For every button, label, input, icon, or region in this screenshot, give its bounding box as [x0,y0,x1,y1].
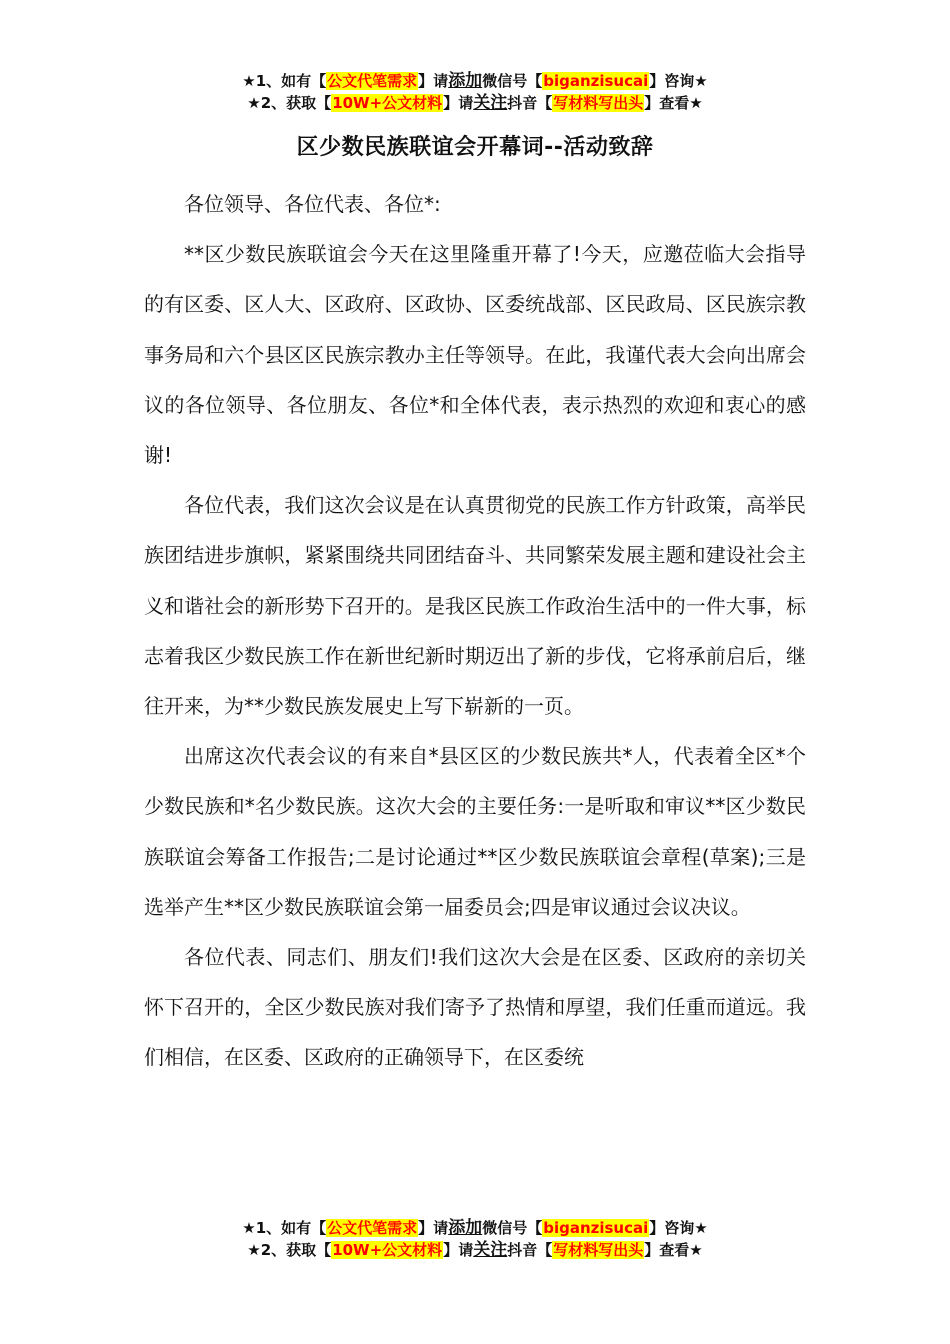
emphasis-add: 添加 [448,71,483,91]
banner-text: 1、如有【 [255,1219,327,1237]
banner-text: 】请 [443,94,474,112]
highlight-wechat-id: biganzisucai [543,1219,649,1237]
paragraph-3: 出席这次代表会议的有来自*县区区的少数民族共*人，代表着全区*个少数民族和*名少数民族。这次大会的主要任务:一是听取和审议**区少数民族联谊会筹备工作报告;二是讨论通过**区少数民族联谊会章程(草案);三是选举产生**区少数民族联谊会第一届委员会;四是审议通过会议决议。 [144,744,806,919]
banner-text: 】查看★ [644,1241,703,1259]
salutation: 各位领导、各位代表、各位*: [184,192,441,216]
header-banner [0,70,950,114]
star-icon: ★ [242,1219,256,1237]
banner-text: 抖音【 [507,94,553,112]
banner-line-2 [0,1239,950,1261]
footer-banner [0,1217,950,1261]
highlight-materials: 10W+公文材料 [332,1241,443,1259]
banner-line-1 [0,1217,950,1239]
star-icon: ★ [242,72,256,90]
banner-text: 】请 [418,1219,449,1237]
banner-text: 】咨询★ [649,72,708,90]
banner-text: 】请 [418,72,449,90]
highlight-douyin-account: 写材料写出头 [553,94,644,112]
banner-text: 2、获取【 [260,94,332,112]
star-icon: ★ [247,94,261,112]
highlight-wechat-id: biganzisucai [543,72,649,90]
banner-line-1 [0,70,950,92]
paragraph-1: **区少数民族联谊会今天在这里隆重开幕了!今天，应邀莅临大会指导的有区委、区人大、区政府、区政协、区委统战部、区民政局、区民族宗教事务局和六个县区区民族宗教办主任等领导。在此，我谨代表大会向出席会议的各位领导、各位朋友、各位*和全体代表，表示热烈的欢迎和衷心的感谢! [144,242,806,468]
emphasis-follow: 关注 [473,93,508,113]
emphasis-follow: 关注 [473,1240,508,1260]
highlight-service: 公文代笔需求 [327,72,418,90]
star-icon: ★ [247,1241,261,1259]
banner-text: 微信号【 [482,1219,543,1237]
banner-text: 抖音【 [507,1241,553,1259]
paragraph-4: 各位代表、同志们、朋友们!我们这次大会是在区委、区政府的亲切关怀下召开的，全区少数民族对我们寄予了热情和厚望，我们任重而道远。我们相信，在区委、区政府的正确领导下，在区委统 [144,945,806,1070]
highlight-materials: 10W+公文材料 [332,94,443,112]
banner-line-2 [0,92,950,114]
highlight-douyin-account: 写材料写出头 [553,1241,644,1259]
emphasis-add: 添加 [448,1218,483,1238]
banner-text: 】查看★ [644,94,703,112]
document-title: 区少数民族联谊会开幕词--活动致辞 [296,135,654,160]
banner-text: 微信号【 [482,72,543,90]
document-body [144,179,806,1083]
paragraph-2: 各位代表，我们这次会议是在认真贯彻党的民族工作方针政策，高举民族团结进步旗帜，紧紧围绕共同团结奋斗、共同繁荣发展主题和建设社会主义和谐社会的新形势下召开的。是我区民族工作政治生活中的一件大事，标志着我区少数民族工作在新世纪新时期迈出了新的步伐，它将承前启后，继往开来，为**少数民族发展史上写下崭新的一页。 [144,493,806,719]
highlight-service: 公文代笔需求 [327,1219,418,1237]
banner-text: 1、如有【 [255,72,327,90]
banner-text: 】咨询★ [649,1219,708,1237]
banner-text: 2、获取【 [260,1241,332,1259]
banner-text: 】请 [443,1241,474,1259]
